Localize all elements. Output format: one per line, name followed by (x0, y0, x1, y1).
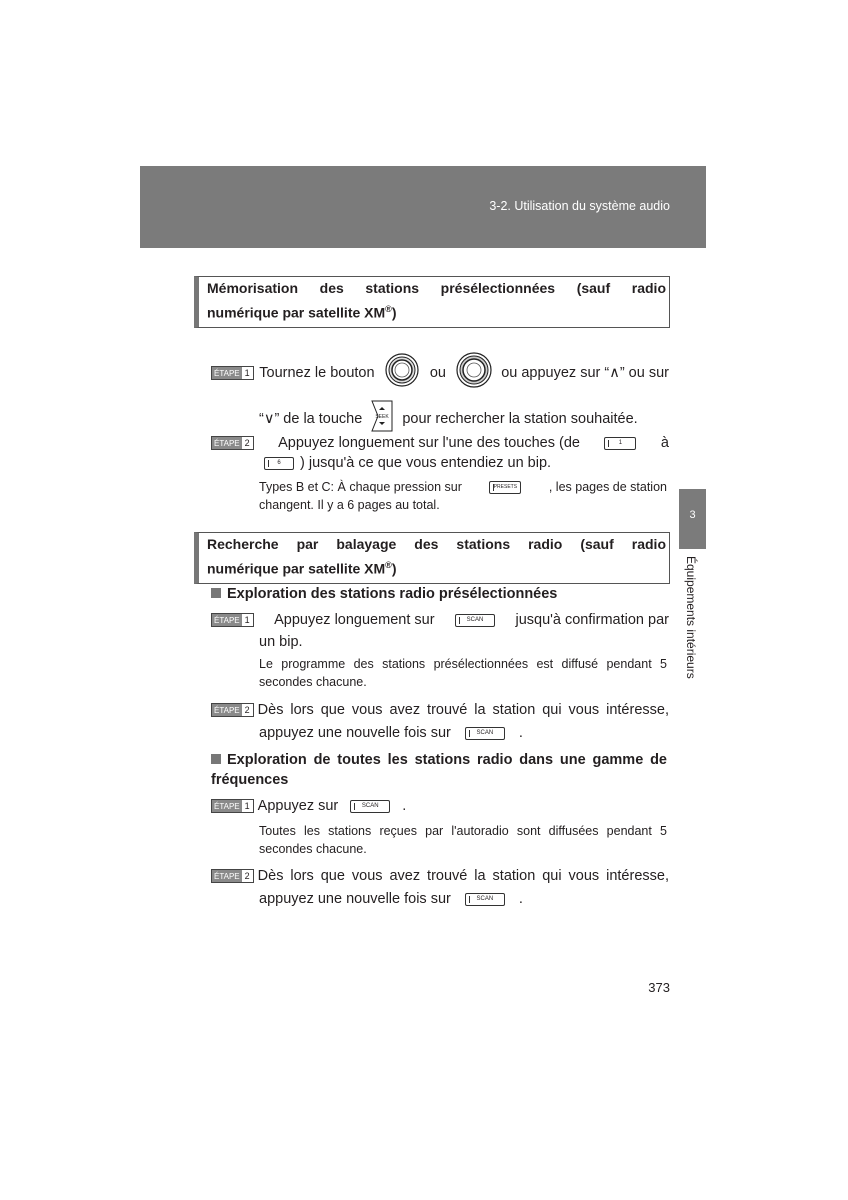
step-text: jusqu'à confirmation par (515, 612, 669, 628)
step-text: Appuyez longuement sur l'une des touches (de (278, 435, 580, 451)
note-row (259, 478, 667, 496)
step-text: ou (429, 365, 446, 381)
subsection-heading: Exploration des stations radio présélectionnées (211, 584, 557, 604)
chapter-label: Équipements intérieurs (684, 556, 698, 679)
presets-button-icon: PRESETS (489, 481, 521, 494)
note-text: Le programme des stations présélectionnées est diffusé pendant 5 secondes chacune. (259, 657, 667, 689)
step-row (211, 433, 669, 453)
scan-button-icon: SCAN (465, 727, 505, 740)
step-text: . (518, 725, 523, 741)
step-text: ) jusqu'à ce que vous entendiez un bip. (300, 455, 552, 471)
svg-text:SEEK: SEEK (375, 414, 389, 420)
tune-file-knob-icon (380, 348, 424, 398)
step-row (259, 723, 523, 743)
step-text: appuyez une nouvelle fois sur (259, 725, 451, 741)
scan-button-icon: SCAN (455, 614, 495, 627)
section-title-line: numérique par satellite XM®) (207, 304, 397, 321)
etape-badge: ÉTAPE 2 (211, 869, 254, 883)
note-text: , les pages de station (548, 480, 667, 494)
step-text: Appuyez longuement sur (274, 612, 435, 628)
section-title-line: Mémorisation des stations présélectionnées (sauf radio (207, 280, 666, 296)
square-bullet-icon (211, 588, 221, 598)
step-text: . (518, 891, 523, 907)
section-title-line: numérique par satellite XM®) (207, 560, 397, 577)
subsection-heading: Exploration de toutes les stations radio dans une gamme de fréquences (211, 752, 667, 788)
step-text: . (402, 798, 407, 814)
step-row (211, 348, 669, 398)
tune-scroll-knob-icon (452, 348, 496, 398)
step-text: ou appuyez sur “∧” ou sur (501, 365, 669, 381)
step-row (211, 796, 406, 816)
step-text: Tournez le bouton (259, 365, 375, 381)
section-title-box-2 (194, 532, 670, 584)
scan-button-icon: SCAN (465, 893, 505, 906)
scan-button-icon: SCAN (350, 800, 390, 813)
chapter-tab (679, 489, 706, 549)
step-text: appuyez une nouvelle fois sur (259, 891, 451, 907)
note-text: changent. Il y a 6 pages au total. (259, 498, 440, 512)
etape-badge: ÉTAPE 1 (211, 613, 254, 627)
step-row (211, 866, 669, 886)
step-row (259, 889, 523, 909)
etape-badge: ÉTAPE 2 (211, 436, 254, 450)
square-bullet-icon (211, 754, 221, 764)
chapter-header (140, 166, 706, 248)
step-text: à (660, 435, 669, 451)
etape-badge: ÉTAPE 1 (211, 366, 254, 380)
step-text: Dès lors que vous avez trouvé la station qui vous intéresse, (257, 868, 669, 884)
note-text: Toutes les stations reçues par l'autoradio sont diffusées pendant 5 secondes chacune. (259, 824, 667, 856)
step-text: un bip. (259, 634, 303, 650)
section-title-line: Recherche par balayage des stations radio (sauf radio (207, 536, 666, 552)
step-row (211, 700, 669, 720)
section-title-box-1 (194, 276, 670, 328)
preset-1-button-icon: 1 (604, 437, 636, 450)
step-text: “∨” de la touche (259, 411, 363, 427)
preset-6-button-icon: 6 (264, 457, 294, 470)
step-text: Appuyez sur (257, 798, 339, 814)
step-row (264, 453, 551, 473)
chapter-number: 3 (689, 509, 696, 521)
etape-badge: ÉTAPE 1 (211, 799, 254, 813)
step-text: Dès lors que vous avez trouvé la station qui vous intéresse, (257, 702, 669, 718)
breadcrumb: 3-2. Utilisation du système audio (489, 199, 670, 213)
etape-badge: ÉTAPE 2 (211, 703, 254, 717)
step-text: pour rechercher la station souhaitée. (402, 411, 638, 427)
page-number: 373 (648, 980, 670, 995)
note-text: Types B et C: À chaque pression sur (259, 480, 462, 494)
step-row (211, 610, 669, 630)
